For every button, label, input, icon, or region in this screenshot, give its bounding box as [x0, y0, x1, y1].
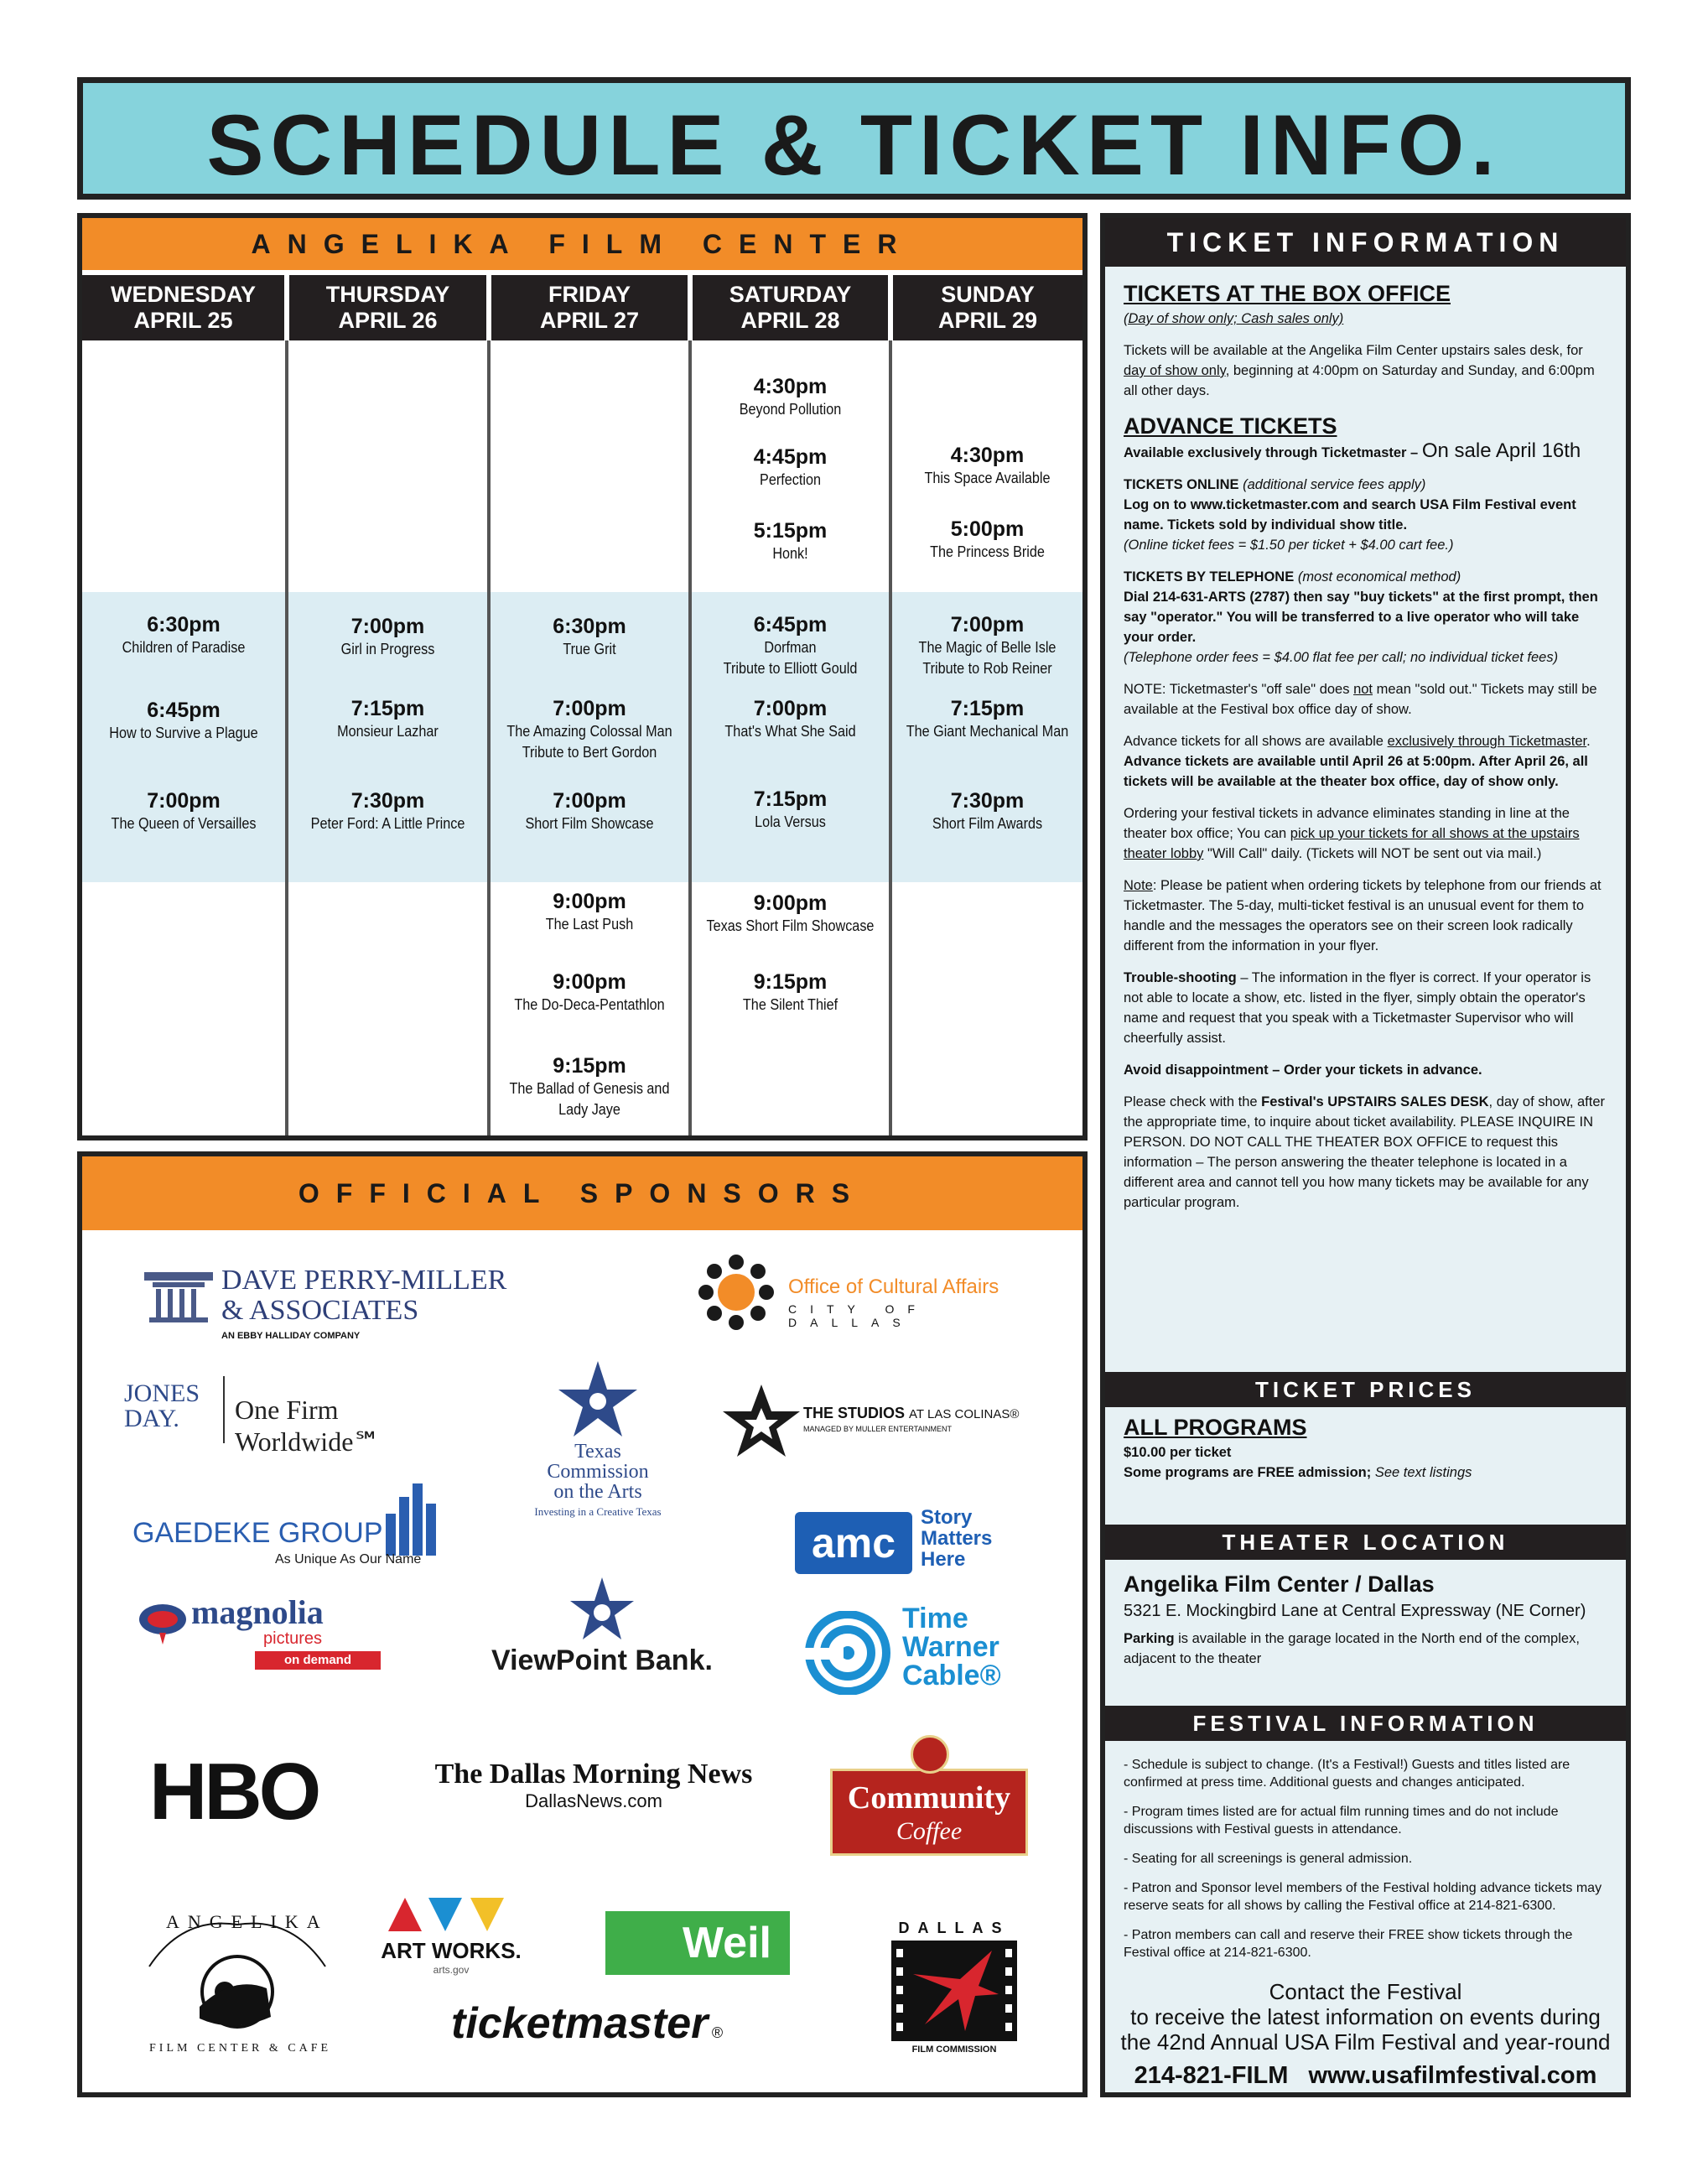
all-programs-heading: ALL PROGRAMS	[1124, 1415, 1307, 1440]
sponsors-header: OFFICIAL SPONSORS	[82, 1156, 1082, 1230]
show-listing: 9:00pm Texas Short Film Showcase	[706, 891, 875, 934]
day-header-sat: SATURDAY APRIL 28	[693, 275, 888, 340]
show-listing: 7:15pm Monsieur Lazhar	[337, 697, 439, 740]
ticket-info-panel	[1100, 213, 1631, 2097]
on-demand-badge: on demand	[255, 1651, 381, 1670]
show-listing: 6:30pm True Grit	[553, 615, 626, 657]
column-capital-icon	[141, 1267, 216, 1326]
patience-note: Note: Please be patient when ordering tickets by telephone from our friends at Ticketmaster. The 5-day, multi-ticket festival is an unusual event for them to handle and the messages the operators see on their screen look radically different from the information in your flyer.	[1124, 878, 1602, 953]
contact-line: Contact the Festival	[1269, 1979, 1462, 2004]
community-coffee-logo	[830, 1735, 1031, 1861]
theater-address: 5321 E. Mockingbird Lane at Central Expressway (NE Corner)	[1124, 1602, 1586, 1620]
show-listing: 6:45pm How to Survive a Plague	[109, 699, 258, 741]
studios-las-colinas-logo	[719, 1383, 1072, 1467]
studios-subtitle: MANAGED BY MULLER ENTERTAINMENT	[803, 1425, 953, 1433]
show-listing: 7:00pm The Magic of Belle Isle Tribute to Rob Reiner	[918, 613, 1056, 677]
tickets-telephone: TICKETS BY TELEPHONE (most economical method) Dial 214-631-ARTS (2787) then say "buy tickets" at the first prompt, then say "operator." You will be transferred to a live operator who will take your order. (Telephone order fees = $4.00 flat fee per call; no individual ticket fees)	[1124, 569, 1598, 665]
day-header-row	[82, 270, 1082, 340]
sales-desk-note: Please check with the Festival's UPSTAIRS SALES DESK, day of show, after the appropriate time, to inquire about ticket availability. PLEASE INQUIRE IN PERSON. DO NOT CALL THE THEATER BOX OFFICE to request this information – The person answering the theater telephone is located in a different area and cannot tell you how many tickets may be available for any particular program.	[1124, 1094, 1606, 1210]
contact-info	[1105, 2063, 1626, 2088]
dave-perry-miller-logo	[141, 1265, 510, 1349]
star-outline-icon	[719, 1383, 803, 1458]
eye-ear-icon	[802, 1611, 894, 1695]
show-listing: 6:30pm Children of Paradise	[122, 613, 246, 656]
art-works-logo	[359, 1894, 543, 1987]
ticket-prices-header: TICKET PRICES	[1105, 1372, 1626, 1407]
banner	[77, 77, 1631, 200]
studios-name: THE STUDIOS AT LAS COLINAS®	[803, 1405, 1020, 1421]
festival-item: - Seating for all screenings is general admission.	[1124, 1852, 1413, 1866]
ordering-note: Ordering your festival tickets in advance eliminates standing in line at the theater box office; You can pick up your tickets for all shows at the upstairs theater lobby "Will Call" daily. (Tickets will NOT be sent out via mail.)	[1124, 806, 1580, 861]
dallas-film-commission-logo	[887, 1920, 1021, 2062]
theater-location-body	[1124, 1570, 1607, 1669]
community-coffee-label: Community Coffee	[830, 1769, 1028, 1856]
ticketmaster-name: ticketmaster	[451, 1999, 709, 2048]
angelika-logo	[132, 1908, 350, 2067]
jones-day-tagline: One Firm Worldwide℠	[235, 1395, 382, 1457]
jones-day-mark: JONES DAY.	[124, 1379, 200, 1432]
ticket-prices-body	[1124, 1417, 1607, 1483]
show-listing: 6:45pm Dorfman Tribute to Elliott Gould	[723, 613, 858, 677]
contact-line: the 42nd Annual USA Film Festival and year-round	[1120, 2029, 1611, 2055]
magnolia-sub: pictures	[263, 1629, 323, 1648]
sunburst-icon	[694, 1250, 778, 1334]
amc-tagline: Story Matters Here	[921, 1506, 993, 1571]
twc-name: Time Warner Cable®	[902, 1603, 1001, 1691]
show-listing: 4:30pm This Space Available	[924, 444, 1051, 486]
magnolia-name: magnolia	[191, 1593, 324, 1631]
dpm-subtitle: AN EBBY HALLIDAY COMPANY	[221, 1331, 361, 1341]
tca-name: Texas Commission on the Arts	[547, 1441, 649, 1503]
festival-item: - Schedule is subject to change. (It's a Festival!) Guests and titles listed are confirmed at press time. Additional guests and changes anticipated.	[1124, 1758, 1570, 1790]
show-listing: 9:15pm The Silent Thief	[742, 970, 838, 1013]
tca-tagline: Investing in a Creative Texas	[534, 1505, 662, 1518]
magnolia-pictures-logo	[138, 1592, 389, 1676]
jones-day-logo	[124, 1376, 485, 1457]
viewpoint-bank-logo	[476, 1576, 728, 1685]
day-header-sun: SUNDAY APRIL 29	[893, 275, 1082, 340]
oca-city: CITY OF DALLAS	[788, 1302, 928, 1329]
day-header-thu: THURSDAY APRIL 26	[289, 275, 486, 340]
troubleshooting-note: Trouble-shooting – The information in the flyer is correct. If your operator is not able to locate a show, etc. listed in the flyer, simply obtain the operator's name and request that you speak with a Ticketmaster Supervisor who will cheerfully assist.	[1124, 970, 1591, 1046]
dfc-name: DALLAS	[898, 1920, 1010, 1936]
hbo-name: HBO	[149, 1747, 319, 1837]
advance-availability: Available exclusively through Ticketmaster – On sale April 16th	[1124, 439, 1581, 462]
star-icon	[568, 1576, 636, 1643]
gaedeke-group-logo	[132, 1480, 468, 1572]
festival-info-header: FESTIVAL INFORMATION	[1105, 1706, 1626, 1741]
show-listing: 7:00pm Short Film Showcase	[525, 789, 654, 832]
time-warner-cable-logo	[802, 1603, 1053, 1703]
texas-commission-arts-logo	[501, 1358, 694, 1534]
show-listing: 7:15pm Lola Versus	[753, 787, 828, 830]
show-listing: 9:15pm The Ballad of Genesis and Lady Jaye	[509, 1054, 670, 1118]
dallas-morning-news-logo	[409, 1759, 778, 1826]
star-icon	[556, 1358, 640, 1442]
price-line: $10.00 per ticket	[1124, 1445, 1232, 1460]
magnolia-flower-icon	[138, 1596, 188, 1646]
sponsors-panel	[77, 1151, 1088, 2097]
tickets-online: TICKETS ONLINE (additional service fees apply) Log on to www.ticketmaster.com and search USA Film Festival event name. Tickets sold by individual show title. (Online ticket fees = $1.50 per ticket + $4.00 cart fee.)	[1124, 477, 1576, 553]
show-listing: 7:00pm The Queen of Versailles	[111, 789, 257, 832]
ticket-info-body	[1124, 283, 1607, 1224]
art-works-name: ART WORKS.	[381, 1938, 522, 1963]
show-listing: 4:45pm Perfection	[753, 445, 828, 488]
show-listing: 5:15pm Honk!	[753, 519, 828, 562]
hbo-logo	[149, 1747, 342, 1837]
amc-logo	[795, 1507, 1046, 1577]
show-listing: 5:00pm The Princess Bride	[930, 517, 1045, 560]
viewpoint-name: ViewPoint Bank.	[491, 1644, 713, 1676]
triangles-icon	[371, 1894, 531, 1936]
gaedeke-name: GAEDEKE GROUP	[132, 1517, 383, 1549]
contact-festival	[1105, 1979, 1626, 2088]
building-emblem-icon	[911, 1735, 949, 1774]
festival-phone: 214-821-FILM	[1134, 2062, 1289, 2089]
festival-website[interactable]: www.usafilmfestival.com	[1308, 2062, 1597, 2089]
schedule-panel	[77, 213, 1088, 1140]
angelika-name: ANGELIKA	[166, 1911, 329, 1932]
amc-mark: amc	[795, 1512, 912, 1574]
day-header-wed: WEDNESDAY APRIL 25	[82, 275, 284, 340]
off-sale-note: NOTE: Ticketmaster's "off sale" does not mean "sold out." Tickets may still be available at the Festival box office day of show.	[1124, 682, 1597, 717]
weil-name: Weil	[683, 1919, 771, 1967]
show-listing: 7:30pm Peter Ford: A Little Prince	[310, 789, 465, 832]
theater-name: Angelika Film Center / Dallas	[1124, 1572, 1435, 1597]
festival-item: - Program times listed are for actual film running times and do not include discussions with Festival guests in attendance.	[1124, 1805, 1559, 1837]
free-note: Some programs are FREE admission; See text listings	[1124, 1465, 1472, 1480]
page-title: SCHEDULE & TICKET INFO.	[206, 97, 1502, 193]
dpm-name: DAVE PERRY-MILLER & ASSOCIATES	[221, 1265, 507, 1326]
advance-note: Advance tickets for all shows are available exclusively through Ticketmaster. Advance tickets are available until April 26 at 5:00pm. After April 26, all tickets will be available at the theater box office, day of show only.	[1124, 734, 1591, 789]
show-listing: 7:00pm The Amazing Colossal Man Tribute to Bert Gordon	[506, 697, 672, 761]
theater-location-header: THEATER LOCATION	[1105, 1525, 1626, 1560]
dfc-subtitle: FILM COMMISSION	[911, 2045, 997, 2055]
show-listing: 7:00pm Girl in Progress	[340, 615, 435, 657]
film-star-icon	[891, 1941, 1017, 2041]
show-listing: 7:15pm The Giant Mechanical Man	[906, 697, 1069, 740]
contact-line: to receive the latest information on events during	[1130, 2004, 1601, 2029]
ticketmaster-logo	[451, 1998, 787, 2057]
show-listing: 9:00pm The Do-Deca-Pentathlon	[514, 970, 665, 1013]
box-office-sub: (Day of show only; Cash sales only)	[1124, 311, 1344, 326]
skyline-icon	[384, 1480, 443, 1556]
angelika-subtitle: FILM CENTER & CAFE	[149, 2042, 332, 2055]
box-office-text: Tickets will be available at the Angelika Film Center upstairs sales desk, for day of show only, beginning at 4:00pm on Saturday and Sunday, and 6:00pm all other days.	[1124, 343, 1595, 398]
show-listing: 7:30pm Short Film Awards	[932, 789, 1043, 832]
show-listing: 7:00pm That's What She Said	[724, 697, 856, 740]
show-listing: 9:00pm The Last Push	[545, 890, 634, 933]
oca-name: Office of Cultural Affairs	[788, 1276, 999, 1298]
avoid-note: Avoid disappointment – Order your tickets in advance.	[1124, 1063, 1482, 1078]
divider	[223, 1376, 225, 1443]
venue-header: ANGELIKA FILM CENTER	[82, 218, 1082, 270]
show-listing: 4:30pm Beyond Pollution	[739, 375, 842, 418]
dmn-url: DallasNews.com	[525, 1790, 662, 1811]
festival-item: - Patron and Sponsor level members of the Festival holding advance tickets may reserve seats for all shows by calling the Festival office at 214-821-6300.	[1124, 1881, 1602, 1913]
dmn-name: The Dallas Morning News	[434, 1759, 753, 1790]
parking-note: Parking is available in the garage located in the North end of the complex, adjacent to the theater	[1124, 1631, 1580, 1666]
festival-info-body	[1124, 1756, 1607, 1973]
gaedeke-tagline: As Unique As Our Name	[275, 1552, 422, 1567]
weil-logo	[605, 1911, 790, 1975]
art-works-url: arts.gov	[433, 1964, 470, 1976]
registered-mark: ®	[711, 2024, 724, 2041]
box-office-heading: TICKETS AT THE BOX OFFICE	[1124, 281, 1451, 306]
festival-item: - Patron members can call and reserve their FREE show tickets through the Festival office at 214-821-6300.	[1124, 1928, 1573, 1960]
day-header-fri: FRIDAY APRIL 27	[491, 275, 688, 340]
office-of-cultural-affairs-logo	[694, 1250, 1046, 1343]
ticket-info-header: TICKET INFORMATION	[1105, 218, 1626, 267]
advance-heading: ADVANCE TICKETS	[1124, 413, 1337, 439]
